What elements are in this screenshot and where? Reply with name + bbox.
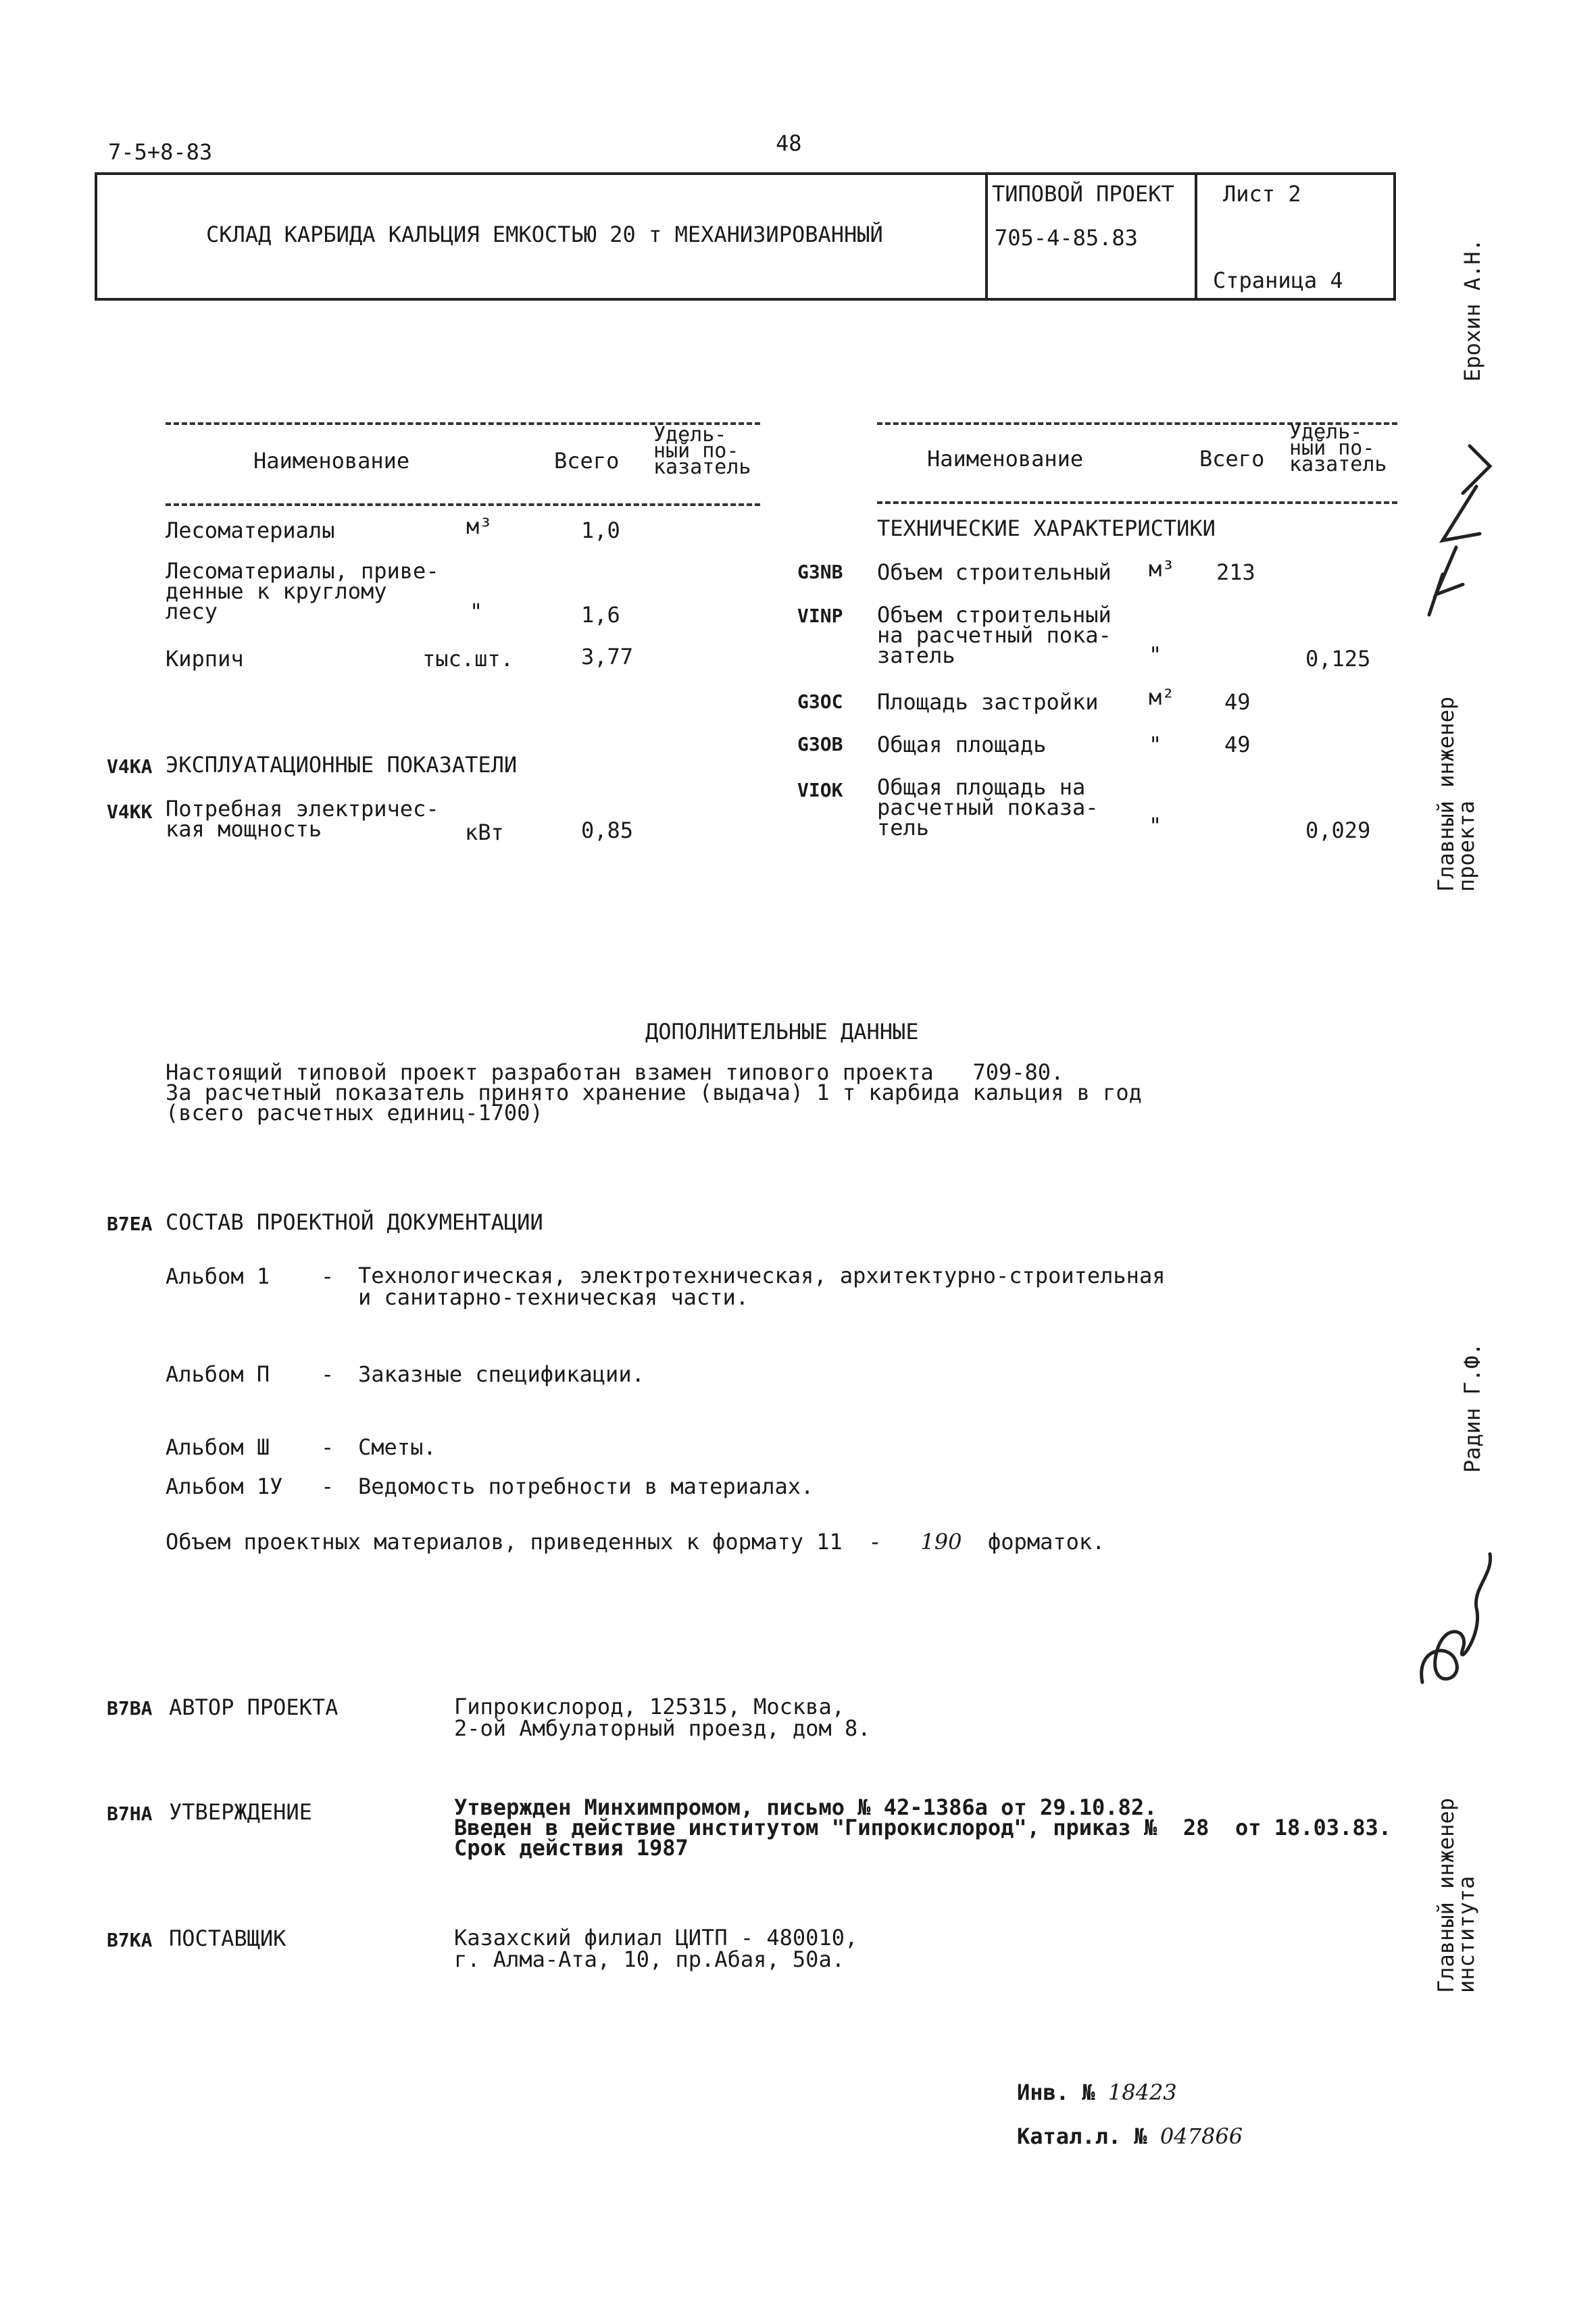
left-col-total: Всего <box>554 448 620 474</box>
volume-text: Объем проектных материалов, приведенных к формату 11 - <box>166 1529 921 1555</box>
right-row-name: Общая площадь <box>877 732 1047 757</box>
album-dash: - <box>321 1474 334 1499</box>
page-label: Страница 4 <box>1213 268 1343 293</box>
section-code: B7EA <box>107 1213 153 1235</box>
right-row-specific: 0,029 <box>1305 818 1371 843</box>
author-text: Гипрокислород, 125315, Москва, 2-ой Амбулаторный проезд, дом 8. <box>454 1694 871 1741</box>
supplier-text: Казахский филиал ЦИТП - 480010, г. Алма-Ата, 10, пр.Абая, 50а. <box>454 1925 858 1972</box>
left-row-total: 0,85 <box>581 818 634 843</box>
signature-1 <box>1416 439 1503 628</box>
additional-title: ДОПОЛНИТЕЛЬНЫЕ ДАННЫЕ <box>645 1019 919 1045</box>
signatory-name-2: Радин Г.Ф. <box>1460 1342 1485 1473</box>
left-row-unit: кВт <box>465 820 504 845</box>
left-row-total: 1,6 <box>581 602 620 628</box>
row-code: G3OB <box>797 733 843 755</box>
row-code: G3NB <box>797 561 843 583</box>
right-row-specific: 0,125 <box>1305 646 1371 672</box>
left-row-name: Лесоматериалы <box>166 518 335 543</box>
album-dash: - <box>321 1263 334 1289</box>
volume-unit: форматок. <box>962 1529 1105 1555</box>
right-row-unit: м³ <box>1149 556 1175 582</box>
signatory-role-1: Главный инженер проекта <box>1433 697 1479 892</box>
album-label: Альбом 1У <box>166 1474 283 1499</box>
row-code: VINP <box>797 605 843 627</box>
album-label: Альбом 1 <box>166 1263 270 1289</box>
catalog-value: 047866 <box>1159 2123 1243 2149</box>
section-code: B7HA <box>107 1803 153 1825</box>
inventory-label: Инв. № <box>1017 2080 1108 2105</box>
project-label: ТИПОВОЙ ПРОЕКТ <box>992 181 1174 207</box>
right-col-specific: Удель- ный по- казатель <box>1289 420 1387 476</box>
left-row-unit: тыс.шт. <box>422 646 514 672</box>
right-row-unit: " <box>1149 642 1162 668</box>
sheet-label: Лист 2 <box>1223 181 1301 207</box>
right-col-total: Всего <box>1199 446 1265 472</box>
left-col-specific: Удель- ный по- казатель <box>653 423 751 479</box>
section-code: B7KA <box>107 1929 153 1951</box>
inventory-value: 18423 <box>1107 2080 1177 2105</box>
right-row-name: Объем строительный на расчетный пока- затель <box>877 602 1112 668</box>
additional-text: Настоящий типовой проект разработан взамен типового проекта 709-80. За расчетный показатель принято хранение (выдача) 1 т карбида кальция в год (всего расчетных единиц-1700) <box>166 1059 1142 1126</box>
section-code: V4KA <box>107 755 153 778</box>
album-dash: - <box>321 1434 334 1460</box>
right-row-total: 213 <box>1216 559 1255 585</box>
right-row-unit: " <box>1149 732 1162 757</box>
catalog-label: Катал.л. № <box>1017 2123 1160 2149</box>
approval-title: УТВЕРЖДЕНИЕ <box>169 1799 312 1825</box>
inventory-line <box>1017 2081 1177 2104</box>
album-desc: Сметы. <box>358 1434 437 1460</box>
composition-title: СОСТАВ ПРОЕКТНОЙ ДОКУМЕНТАЦИИ <box>166 1209 543 1235</box>
right-row-name: Общая площадь на расчетный показа- тель <box>877 774 1099 840</box>
signatory-role-2: Главный инженер института <box>1433 1798 1479 1993</box>
right-section-title: ТЕХНИЧЕСКИЕ ХАРАКТЕРИСТИКИ <box>877 515 1216 541</box>
album-label: Альбом Ш <box>166 1434 270 1460</box>
row-code: VIOK <box>797 779 843 801</box>
left-row-name: Потребная электричес- кая мощность <box>166 796 439 842</box>
left-row-name: Кирпич <box>166 646 244 672</box>
right-col-name: Наименование <box>927 446 1084 472</box>
left-row-name: Лесоматериалы, приве- денные к круглому лесу <box>166 558 439 624</box>
volume-value: 190 <box>920 1529 962 1555</box>
signatory-name-1: Ерохин А.Н. <box>1460 238 1485 382</box>
page-number: 48 <box>776 130 802 156</box>
section-title: ЭКСПЛУАТАЦИОННЫЕ ПОКАЗАТЕЛИ <box>166 752 518 778</box>
left-row-unit: м³ <box>466 513 493 539</box>
album-desc: Заказные спецификации. <box>358 1361 645 1387</box>
doc-code: 7-5+8-83 <box>108 139 213 165</box>
project-number: 705-4-85.83 <box>995 225 1138 251</box>
header-title: СКЛАД КАРБИДА КАЛЬЦИЯ ЕМКОСТЬЮ 20 т МЕХАНИЗИРОВАННЫЙ <box>206 222 883 247</box>
right-row-total: 49 <box>1224 689 1251 715</box>
approval-text: Утвержден Минхимпромом, письмо № 42-1386а от 29.10.82. Введен в действие институтом "Гипрокислород", приказ № 28 от 18.03.83. Срок действия 1987 <box>454 1794 1392 1861</box>
supplier-title: ПОСТАВЩИК <box>169 1926 286 1951</box>
right-row-total: 49 <box>1224 732 1251 757</box>
left-row-total: 1,0 <box>581 518 620 543</box>
volume-line <box>166 1530 1105 1553</box>
signature-2 <box>1409 1547 1510 1703</box>
album-desc: Технологическая, электротехническая, архитектурно-строительная и санитарно-техническая части. <box>358 1263 1166 1310</box>
author-title: АВТОР ПРОЕКТА <box>169 1694 339 1720</box>
right-row-unit: " <box>1149 813 1162 838</box>
left-row-unit: " <box>470 599 483 624</box>
album-desc: Ведомость потребности в материалах. <box>358 1474 814 1499</box>
left-row-total: 3,77 <box>581 644 634 670</box>
section-code: B7BA <box>107 1697 153 1719</box>
album-label: Альбом П <box>166 1361 270 1387</box>
right-row-name: Объем строительный <box>877 559 1112 585</box>
right-row-name: Площадь застройки <box>877 689 1099 715</box>
row-code: G3OC <box>797 690 843 713</box>
right-row-unit: м² <box>1149 684 1175 710</box>
catalog-line <box>1017 2125 1243 2148</box>
album-dash: - <box>321 1361 334 1387</box>
left-col-name: Наименование <box>253 448 410 474</box>
row-code: V4KK <box>107 801 153 823</box>
